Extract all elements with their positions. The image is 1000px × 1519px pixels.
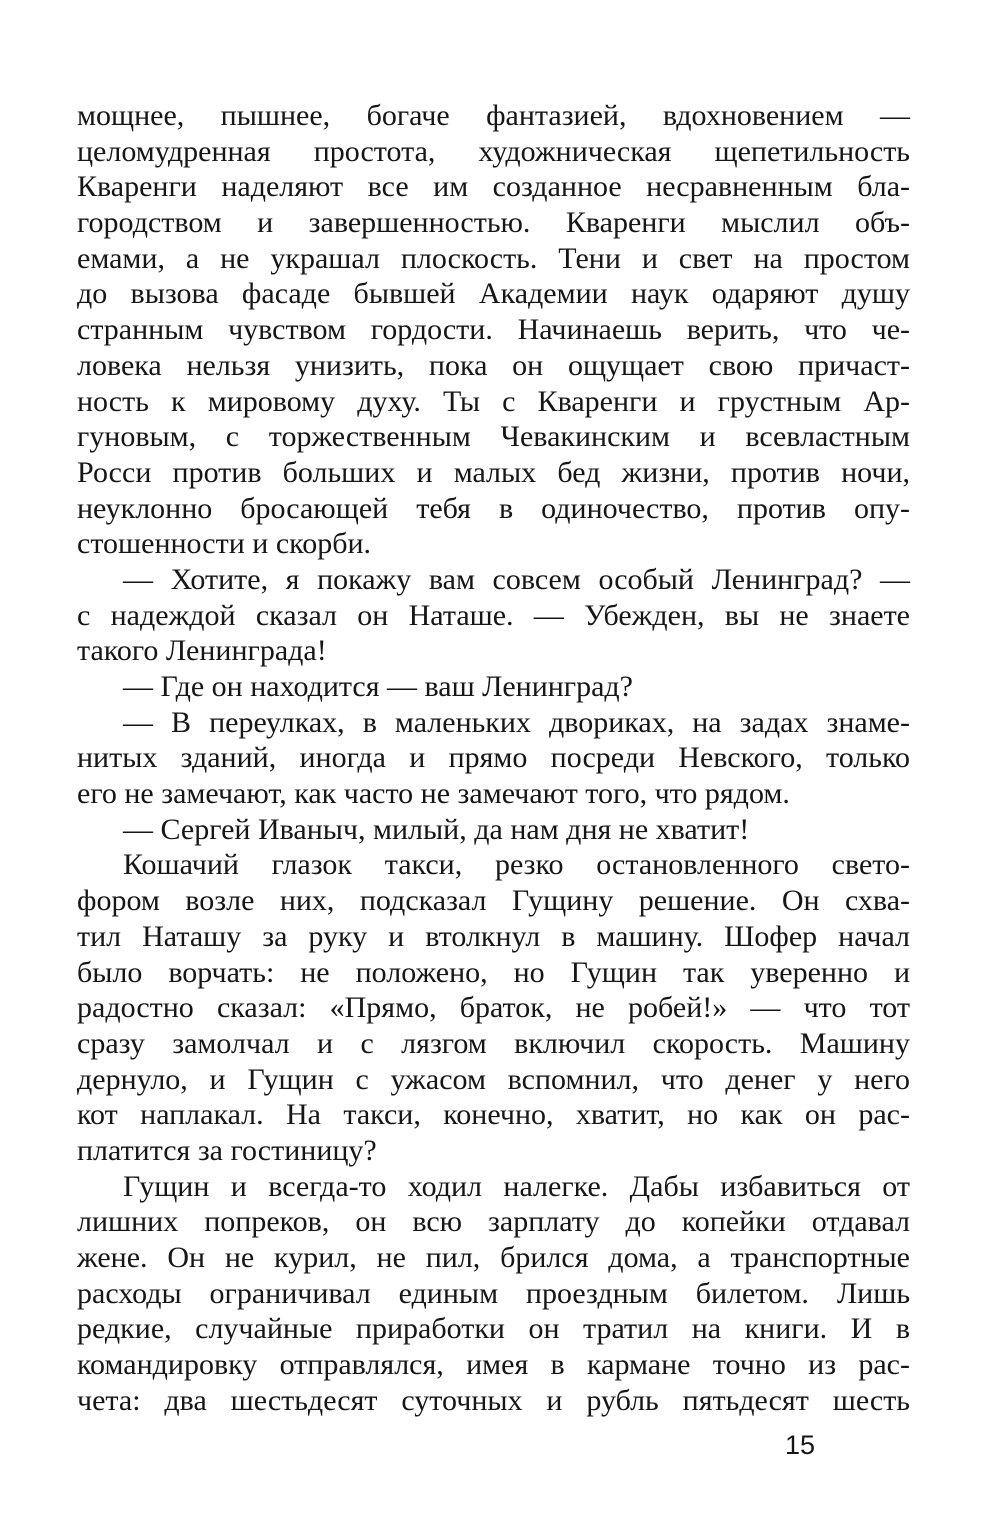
text-line: фором возле них, подсказал Гущину решение. Он схва- <box>77 884 910 918</box>
text-line: с надеждой сказал он Наташе. — Убежден, вы не знаете <box>77 598 910 632</box>
page-number: 15 <box>785 1430 816 1460</box>
text-line: такого Ленинграда! <box>77 634 327 668</box>
paragraph <box>77 98 910 562</box>
text-line: его не замечают, как часто не замечают того, что рядом. <box>77 777 790 811</box>
text-line: стошенности и скорби. <box>77 527 372 561</box>
text-line: — В переулках, в маленьких двориках, на задах знаме- <box>123 705 910 739</box>
text-line: сразу замолчал и с лязгом включил скорость. Машину <box>77 1026 910 1060</box>
text-line: нитых зданий, иногда и прямо посреди Невского, только <box>77 741 910 775</box>
paragraph <box>77 705 910 812</box>
text-line: целомудренная простота, художническая щепетильность <box>77 134 910 168</box>
text-line: чета: два шестьдесят суточных и рубль пятьдесят шесть <box>77 1383 910 1417</box>
text-line: — Хотите, я покажу вам совсем особый Ленинград? — <box>123 562 910 596</box>
text-line: Гущин и всегда-то ходил налегке. Дабы избавиться от <box>123 1169 910 1203</box>
text-line: до вызова фасаде бывшей Академии наук одаряют душу <box>77 277 910 311</box>
text-line: платится за гостиницу? <box>77 1133 377 1167</box>
paragraph <box>77 847 910 1168</box>
text-line: дернуло, и Гущин с ужасом вспомнил, что денег у него <box>77 1062 910 1096</box>
text-line: ловека нельзя унизить, пока он ощущает свою причаст- <box>77 348 910 382</box>
text-line: странным чувством гордости. Начинаешь верить, что че- <box>77 313 910 347</box>
text-line: ность к мировому духу. Ты с Кваренги и грустным Ар- <box>77 384 910 418</box>
text-line: Росси против больших и малых бед жизни, против ночи, <box>77 455 910 489</box>
text-line: было ворчать: не положено, но Гущин так уверенно и <box>77 955 910 989</box>
text-line: редкие, случайные приработки он тратил на книги. И в <box>77 1312 910 1346</box>
body-text <box>77 98 910 1418</box>
text-line: городством и завершенностью. Кваренги мыслил объ- <box>77 206 910 240</box>
text-line: лишних попреков, он всю зарплату до копейки отдавал <box>77 1205 910 1239</box>
text-line: — Где он находится — ваш Ленинград? <box>123 670 633 703</box>
text-line: неуклонно бросающей тебя в одиночество, против опу- <box>77 491 910 525</box>
text-line: расходы ограничивал единым проездным билетом. Лишь <box>77 1276 910 1310</box>
text-line: радостно сказал: «Прямо, браток, не робей!» — что тот <box>77 991 910 1025</box>
text-line: Кошачий глазок такси, резко остановленного свето- <box>123 848 910 882</box>
text-line: кот наплакал. На такси, конечно, хватит, но как он рас- <box>77 1098 910 1132</box>
text-line: — Сергей Иваныч, милый, да нам дня не хватит! <box>123 812 750 846</box>
paragraph <box>77 812 910 848</box>
text-line: емами, а не украшал плоскость. Тени и свет на простом <box>77 241 910 275</box>
paragraph <box>77 669 910 705</box>
text-line: гуновым, с торжественным Чевакинским и всевластным <box>77 420 910 454</box>
text-line: командировку отправлялся, имея в кармане точно из рас- <box>77 1348 910 1382</box>
text-line: жене. Он не курил, не пил, брился дома, а транспортные <box>77 1241 910 1274</box>
text-line: тил Наташу за руку и втолкнул в машину. Шофер начал <box>77 919 910 953</box>
text-line: мощнее, пышнее, богаче фантазией, вдохновением — <box>77 99 910 132</box>
paragraph <box>77 562 910 669</box>
text-line: Кваренги наделяют все им созданное несравненным бла- <box>77 170 910 204</box>
paragraph <box>77 1169 910 1419</box>
